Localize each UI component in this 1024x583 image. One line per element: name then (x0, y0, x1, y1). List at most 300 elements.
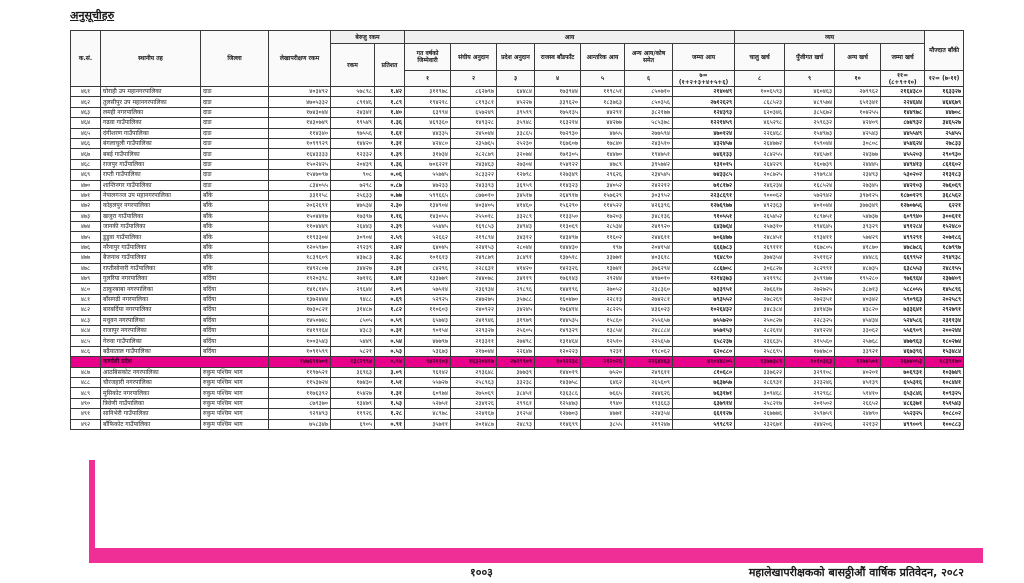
cell-value: २४१९२० (625, 222, 673, 232)
cell-value: ५२९२५ (405, 294, 451, 304)
cell-value: ५५४४५ (405, 222, 451, 232)
cell-sn: ४८६ (71, 346, 101, 356)
cell-value: ४६९३६० (405, 118, 451, 128)
cell-local-level: सानिभेरी गाउँपालिका (101, 409, 201, 419)
cell-value: ११४३२३ (535, 180, 581, 190)
cell-value: ०.८७ (375, 180, 405, 190)
cell-value: १६३३२७ (925, 87, 964, 97)
cell-value: १८३७६३ (581, 97, 625, 107)
header-income-group: आय (405, 31, 735, 44)
cell-value: २८०४४ (497, 242, 535, 252)
cell-value: १७६४१४ (535, 305, 581, 315)
header-col-number: ५ (581, 71, 625, 87)
cell-value: २७३०४ (497, 159, 535, 169)
cell-value: ६४६२ (581, 377, 625, 387)
cell-value: ४५४६२४ (881, 138, 925, 148)
cell-value: १५८६० (581, 315, 625, 325)
cell-value: २३४५४५ (625, 170, 673, 180)
cell-value: ६३८५५३ (881, 263, 925, 273)
cell-value: १००८८३ (925, 419, 964, 429)
cell-value: २४८१५५ (925, 263, 964, 273)
cell-value: २३८३६० (625, 284, 673, 294)
cell-value: १४९३२९ (535, 325, 581, 335)
cell-value: १०३७४९ (925, 367, 964, 377)
cell-value: २०१५०२ (785, 398, 835, 408)
cell-value: २०६२६९१ (269, 201, 331, 211)
cell-value: २४३३९३ (451, 180, 497, 190)
cell-value: १३७४१ (581, 263, 625, 273)
cell-value: २९६४४ (331, 284, 375, 294)
cell-value: १४४१९६ (535, 284, 581, 294)
cell-value: १०१६१३ (405, 253, 451, 263)
header-expense-col: पुँजीगत खर्च (785, 44, 835, 71)
cell-value: ४६४६७९ (925, 97, 964, 107)
header-income-col: राजस्व बाँडफाँट (535, 44, 581, 71)
table-row (71, 128, 964, 138)
header-col-number: ६ (625, 71, 673, 87)
cell-value: १३७५१८ (535, 253, 581, 263)
cell-value: १४९३२८ (451, 118, 497, 128)
table-header (71, 31, 964, 87)
cell-value: १४४०१९ (535, 367, 581, 377)
cell-value: २४४६११ (625, 232, 673, 242)
cell-value: १५७६२९ (581, 190, 625, 200)
cell-value: २.३१ (375, 263, 405, 273)
cell-value: ३००६११ (925, 211, 964, 221)
cell-local-level: नेपालगञ्ज उप महानगरपालिका (101, 190, 201, 200)
cell-value: १७४३०४४ (269, 107, 331, 117)
cell-value: ४१४२० (497, 263, 535, 273)
cell-value: ४४७०८ (925, 107, 964, 117)
header-income-col: गत वर्षको जिम्मेवारी (405, 44, 451, 71)
cell-value: ५७४२९ (835, 232, 881, 242)
cell-district: दाङ (201, 180, 269, 190)
cell-value: २०८७२५ (735, 170, 785, 180)
cell-value: ३५९९७७ (785, 274, 835, 284)
cell-value: १३४७९ (331, 398, 375, 408)
cell-value: १५०२४२५ (269, 159, 331, 169)
cell-value: २२४३५४ (625, 409, 673, 419)
cell-value: ३४२४५ (497, 305, 535, 315)
cell-value: २२८६३१ (451, 263, 497, 273)
cell-local-level: ठाकुरबाबा नगरपालिका (101, 284, 201, 294)
cell-value: २५६०५ (497, 325, 535, 335)
cell-value: ३१४८७ (331, 305, 375, 315)
cell-value: ११९८५१ (581, 87, 625, 97)
cell-value: २.३८ (375, 253, 405, 263)
cell-value: १४३०७४९ (269, 118, 331, 128)
cell-value: २६६५२ (835, 398, 881, 408)
cell-sn: ४७७ (71, 253, 101, 263)
header-audit-amount: लेखापरीक्षण रकम (269, 31, 331, 87)
cell-value: २४१२२४ (785, 325, 835, 335)
cell-value: २६९१११ (735, 242, 785, 252)
cell-value: १४४७० (581, 149, 625, 159)
cell-value: ४०२०१ (835, 367, 881, 377)
table-row (71, 253, 964, 263)
cell-value: १२०५९७० (269, 242, 331, 252)
cell-value: १.३१ (375, 138, 405, 148)
cell-value: २९६२६ (581, 170, 625, 180)
cell-value: ४३८३ (331, 325, 375, 335)
cell-value: २५९७५९ (785, 409, 835, 419)
cell-value: ७२९८ (331, 180, 375, 190)
cell-value: २३७४०९ (925, 274, 964, 284)
cell-value: ६२२१ (925, 201, 964, 211)
annex-table (70, 30, 964, 430)
cell-district: बर्दिया (201, 284, 269, 294)
cell-local-level: मुसिकोट नगरपालिका (101, 388, 201, 398)
cell-local-level: आठबिसकोट नगरपालिका (101, 367, 201, 377)
cell-value: ३५७८८ (497, 294, 535, 304)
table-row (71, 346, 964, 356)
cell-value: २५६३३ (331, 190, 375, 200)
cell-local-level: तुलसीपुर उप महानगरपालिका (101, 97, 201, 107)
cell-local-level: बारबर्दिया नगरपालिका (101, 305, 201, 315)
cell-value: ८६१६०२ (925, 159, 964, 169)
cell-district: बाँके (201, 201, 269, 211)
cell-value: ३२०७४ (497, 149, 535, 159)
cell-sn: ४६५ (71, 128, 101, 138)
cell-value: ४६५२९८ (735, 118, 785, 128)
cell-value: २९७९८४ (785, 170, 835, 180)
cell-value: ७४३३८५ (673, 170, 735, 180)
cell-value: १२७६९७७ (673, 201, 735, 211)
cell-value: ०.३१ (375, 325, 405, 335)
cell-value: २.४२ (375, 242, 405, 252)
cell-value: ९२३१ (581, 346, 625, 356)
cell-value: ३९७१२५ (835, 190, 881, 200)
cell-value: २४३४१ (331, 107, 375, 117)
cell-value: २५९६३२ (785, 118, 835, 128)
header-col-number: २ (451, 71, 497, 87)
cell-sn: ४७५ (71, 232, 101, 242)
cell-value: १४५०७४८ (269, 315, 331, 325)
cell-value: १०९३२५ (925, 388, 964, 398)
cell-value: ३८५५ (581, 419, 625, 429)
table-body (71, 87, 964, 430)
header-local-level: स्थानीय तह (101, 31, 201, 87)
cell-value: २८६९३१ (735, 377, 785, 387)
table-row (71, 138, 964, 148)
header-income-col: संघीय अनुदान (451, 44, 497, 71)
cell-value: ४१४६० (497, 201, 535, 211)
cell-value: ५२६६२ (405, 232, 451, 242)
cell-value: ६२०८८० (673, 346, 735, 356)
cell-value: ३५९४८ (497, 118, 535, 128)
cell-value: ११४३४० (269, 128, 331, 138)
cell-value: ४१०४४८०५ (673, 357, 735, 367)
cell-value: २१३३११ (451, 336, 497, 346)
cell-value: ४६०४६३ (785, 87, 835, 97)
cell-value: २३४१२६ (451, 398, 497, 408)
cell-value: ५१४१० (835, 388, 881, 398)
cell-value: ३०९०४ (331, 232, 375, 242)
cell-value: ७५५७२० (673, 315, 735, 325)
cell-value: ८४२९६ (405, 263, 451, 273)
table-row (71, 377, 964, 387)
cell-value: ८१९३८१ (451, 97, 497, 107)
cell-sn: ४७२ (71, 201, 101, 211)
annex-table-wrap (70, 30, 963, 430)
cell-value: ११०६०३ (405, 305, 451, 315)
cell-value: ३१७३४ (405, 149, 451, 159)
cell-value: ३९५९९ (497, 107, 535, 117)
cell-value: ६४३७६४ (673, 222, 735, 232)
cell-local-level: राजपुर गाउँपालिका (101, 159, 201, 169)
cell-sn: ४७९ (71, 274, 101, 284)
cell-value: ३२९१०८ (785, 367, 835, 377)
cell-value: २९२९६८ (785, 388, 835, 398)
cell-local-level: घोराही उप महानगरपालिका (101, 87, 201, 97)
cell-value: ०.९१ (375, 419, 405, 429)
cell-value: ८८६७०८ (673, 263, 735, 273)
cell-value: २९०९३० (925, 149, 964, 159)
cell-value: १६०४७० (535, 294, 581, 304)
cell-value: ४८९५७४ (785, 97, 835, 107)
cell-value: २१९८९४ (451, 232, 497, 242)
cell-value: १६९८५३ (451, 222, 497, 232)
cell-value: १९८०६२ (625, 346, 673, 356)
cell-value: ७३३६४१ (881, 305, 925, 315)
cell-value: २६५६०९ (625, 377, 673, 387)
cell-value: ३४४२७ (331, 263, 375, 273)
cell-district: बर्दिया (201, 294, 269, 304)
cell-value: ४४४८६ (835, 253, 881, 263)
cell-value: २६५४५२ (735, 211, 785, 221)
cell-value: ७१८१७२ (673, 180, 735, 190)
cell-sn: ४६७ (71, 149, 101, 159)
cell-value: ५५७४५ (405, 170, 451, 180)
cell-value: ५५७२७ (405, 377, 451, 387)
cell-value: ३३७६२२ (735, 367, 785, 377)
cell-value: ४३२४५७ (673, 138, 735, 148)
cell-value: १७४७८० (785, 346, 835, 356)
cell-value: ८७९३७० (269, 398, 331, 408)
cell-value: १९४० (581, 398, 625, 408)
cell-value: १६८५२४ (785, 180, 835, 190)
cell-district: बाँके (201, 263, 269, 273)
cell-district: रुकुम पश्चिम भाग (201, 367, 269, 377)
cell-value: २९४९३८ (925, 253, 964, 263)
cell-value: ८५०७१० (625, 87, 673, 97)
cell-value: २७०५२ (581, 284, 625, 294)
cell-local-level: बढैयाताल गाउँपालिका (101, 346, 201, 356)
cell-value: १३१४६४ (535, 336, 581, 346)
cell-value: १७३९४४ (535, 87, 581, 97)
cell-sn: ४६२ (71, 97, 101, 107)
cell-value: २५११६२ (785, 253, 835, 263)
cell-value: ४४२९१ (581, 107, 625, 117)
cell-value: १.५३ (375, 398, 405, 408)
cell-value: १.६१ (375, 128, 405, 138)
cell-value: १२५१० (581, 336, 625, 346)
cell-value: ९२९४९३ (269, 409, 331, 419)
cell-value: १४४२० (331, 138, 375, 148)
table-row (71, 284, 964, 294)
cell-value: ४३८२० (835, 305, 881, 315)
cell-value: १.१६ (375, 211, 405, 221)
cell-value: ३१२५४ (497, 409, 535, 419)
cell-value: ३४३१२ (497, 232, 535, 242)
cell-value: २४६२३४ (735, 180, 785, 190)
cell-value: २४३७७ (835, 149, 881, 159)
cell-value: २७३४५ (835, 180, 881, 190)
cell-sn: ४६१ (71, 87, 101, 97)
cell-value: १०८८०२ (925, 409, 964, 419)
cell-value: २९२७९१ (925, 305, 964, 315)
cell-value: १६७८०५ (785, 242, 835, 252)
cell-local-level: खजुरा गाउँपालिका (101, 211, 201, 221)
cell-value: ६०९९४० (881, 211, 925, 221)
cell-local-level: चौरजहारी नगरपालिका (101, 377, 201, 387)
cell-value: ७५७१५३ (673, 325, 735, 335)
cell-value: १७३०८२१ (269, 305, 331, 315)
cell-value: ७६३७५७ (673, 377, 735, 387)
cell-value: १०१०३६३ (785, 357, 835, 367)
cell-value: ५९९६६५ (405, 190, 451, 200)
cell-sn: ४७१ (71, 190, 101, 200)
cell-value: ५९९८९२ (673, 419, 735, 429)
header-expense-col: चालु खर्च (735, 44, 785, 71)
cell-value: १.३६ (375, 118, 405, 128)
cell-value: २२१३२ (835, 419, 881, 429)
cell-value: १६०७३९ (785, 159, 835, 169)
cell-value: ६०९७४ (405, 388, 451, 398)
cell-value: ४५४३४ (835, 315, 881, 325)
cell-value: ६६९९५२ (881, 253, 925, 263)
cell-value: १२४३९३ (673, 107, 735, 117)
cell-value: ३७४३५४ (735, 253, 785, 263)
cell-value: ४३६०२३ (625, 305, 673, 315)
cell-local-level: त्रिवेणी गाउँपालिका (101, 398, 201, 408)
cell-value: ०.५४ (375, 336, 405, 346)
cell-value: १५४१२२ (535, 159, 581, 169)
cell-value: ५४७३७ (835, 211, 881, 221)
cell-value: १६३२१४ (535, 118, 581, 128)
cell-value: ३३८६५ (497, 128, 535, 138)
cell-value: ८१०६८० (673, 367, 735, 377)
cell-value: १६७६०७ (535, 138, 581, 148)
cell-value: १२२१४५९ (673, 118, 735, 128)
cell-value: २८३३२२ (451, 170, 497, 180)
cell-value: २०४१५४ (625, 242, 673, 252)
cell-sn: ४७६ (71, 242, 101, 252)
cell-value: ९०८ (331, 170, 375, 180)
cell-value: ४७५३४ (331, 201, 375, 211)
cell-value: ४०३४०५ (451, 201, 497, 211)
cell-value: ३४८१३६ (625, 211, 673, 221)
cell-value: १७६१४३ (535, 274, 581, 284)
cell-value: १८७०१२९ (881, 190, 925, 200)
cell-value: ३७७३९ (497, 367, 535, 377)
cell-local-level: लमही नगरपालिका (101, 107, 201, 117)
page-number: १००३ (470, 566, 493, 579)
cell-value: ७६६५ (581, 388, 625, 398)
cell-value: ७०६९३१ (881, 367, 925, 377)
table-row (71, 263, 964, 273)
cell-value: २४७२७५ (451, 294, 497, 304)
cell-sn: ४६४ (71, 118, 101, 128)
cell-value: ४२४८० (405, 138, 451, 148)
cell-district: बाँके (201, 190, 269, 200)
cell-value: ७६३१७१ (673, 388, 735, 398)
header-col-number: ३ (497, 71, 535, 87)
cell-value: ११६०२ (581, 232, 625, 242)
cell-sn: ४९२ (71, 419, 101, 429)
cell-value: २८२८७९ (451, 149, 497, 159)
cell-district: दाङ (201, 118, 269, 128)
cell-value: ४५५२०३ (881, 149, 925, 159)
cell-value: ७५८३४७ (269, 419, 331, 429)
cell-value: ३९३२९ (835, 222, 881, 232)
cell-value: १४५८९६ (925, 284, 964, 294)
cell-value: १७५१३५ (535, 107, 581, 117)
cell-value: ६५७४३ (405, 315, 451, 325)
cell-value: ३६९६३ (331, 367, 375, 377)
cell-value: ०.६९ (375, 294, 405, 304)
cell-value: ४०३४९२ (269, 87, 331, 97)
cell-value: १.४० (375, 107, 405, 117)
cell-value: ११९७५२१ (269, 367, 331, 377)
cell-district: बर्दिया (201, 336, 269, 346)
cell-value: १८७९९७ (925, 242, 964, 252)
cell-value: १३७२४४४ (269, 294, 331, 304)
cell-value: ५४४९ (331, 336, 375, 346)
cell-value: ५८५३७८ (625, 118, 673, 128)
cell-local-level: डुडुवा गाउँपालिका (101, 232, 201, 242)
cell-value: ४७०१२४ (673, 128, 735, 138)
cell-value: २००२४४ (925, 325, 964, 335)
header-col-number: ११= (८+९+१०) (881, 71, 925, 87)
cell-district: दाङ (201, 128, 269, 138)
cell-value: ९१०५५१ (673, 211, 735, 221)
cell-value: ४०३४२ (835, 294, 881, 304)
cell-value: ३४९४३ (497, 222, 535, 232)
cell-value: २२४१६७ (451, 409, 497, 419)
cell-value: २६७७७६ (735, 409, 785, 419)
cell-value: १२७४५०१ (835, 357, 881, 367)
cell-value: ३४६५२७ (925, 118, 964, 128)
cell-value: २४४४५ (835, 159, 881, 169)
cell-local-level: दंगीशरण गाउँपालिका (101, 128, 201, 138)
cell-value: १७३९७ (331, 211, 375, 221)
cell-value: ५२७५१ (405, 398, 451, 408)
cell-value: ८३४०५५ (269, 180, 331, 190)
cell-value: १६४३३३३ (269, 149, 331, 159)
cell-value: ३३०६२ (835, 325, 881, 335)
cell-value: २४०९२२ (451, 305, 497, 315)
cell-value: २५८६९५ (735, 346, 785, 356)
cell-local-level: राप्तीसोनारी गाउँपालिका (101, 263, 201, 273)
cell-value: २४२२१२ (625, 180, 673, 190)
table-row (71, 107, 964, 117)
cell-value: ११९३३०४ (269, 232, 331, 242)
cell-value: १०९१५९९ (269, 346, 331, 356)
cell-value: २६४२२९ (735, 159, 785, 169)
cell-value: ०.७७ (375, 190, 405, 200)
cell-value: ८५०५ (331, 315, 375, 325)
cell-value: १२१४३७३ (673, 274, 735, 284)
cell-value: ३४११९ (497, 274, 535, 284)
cell-value: २६४४३ (331, 222, 375, 232)
cell-value: २७२७२५ (785, 284, 835, 294)
table-row (71, 180, 964, 190)
header-col-number: १ (405, 71, 451, 87)
cell-district: बाँके (201, 222, 269, 232)
cell-value: २१४०४९ (673, 87, 735, 97)
cell-value: ३०६८२७ (735, 263, 785, 273)
